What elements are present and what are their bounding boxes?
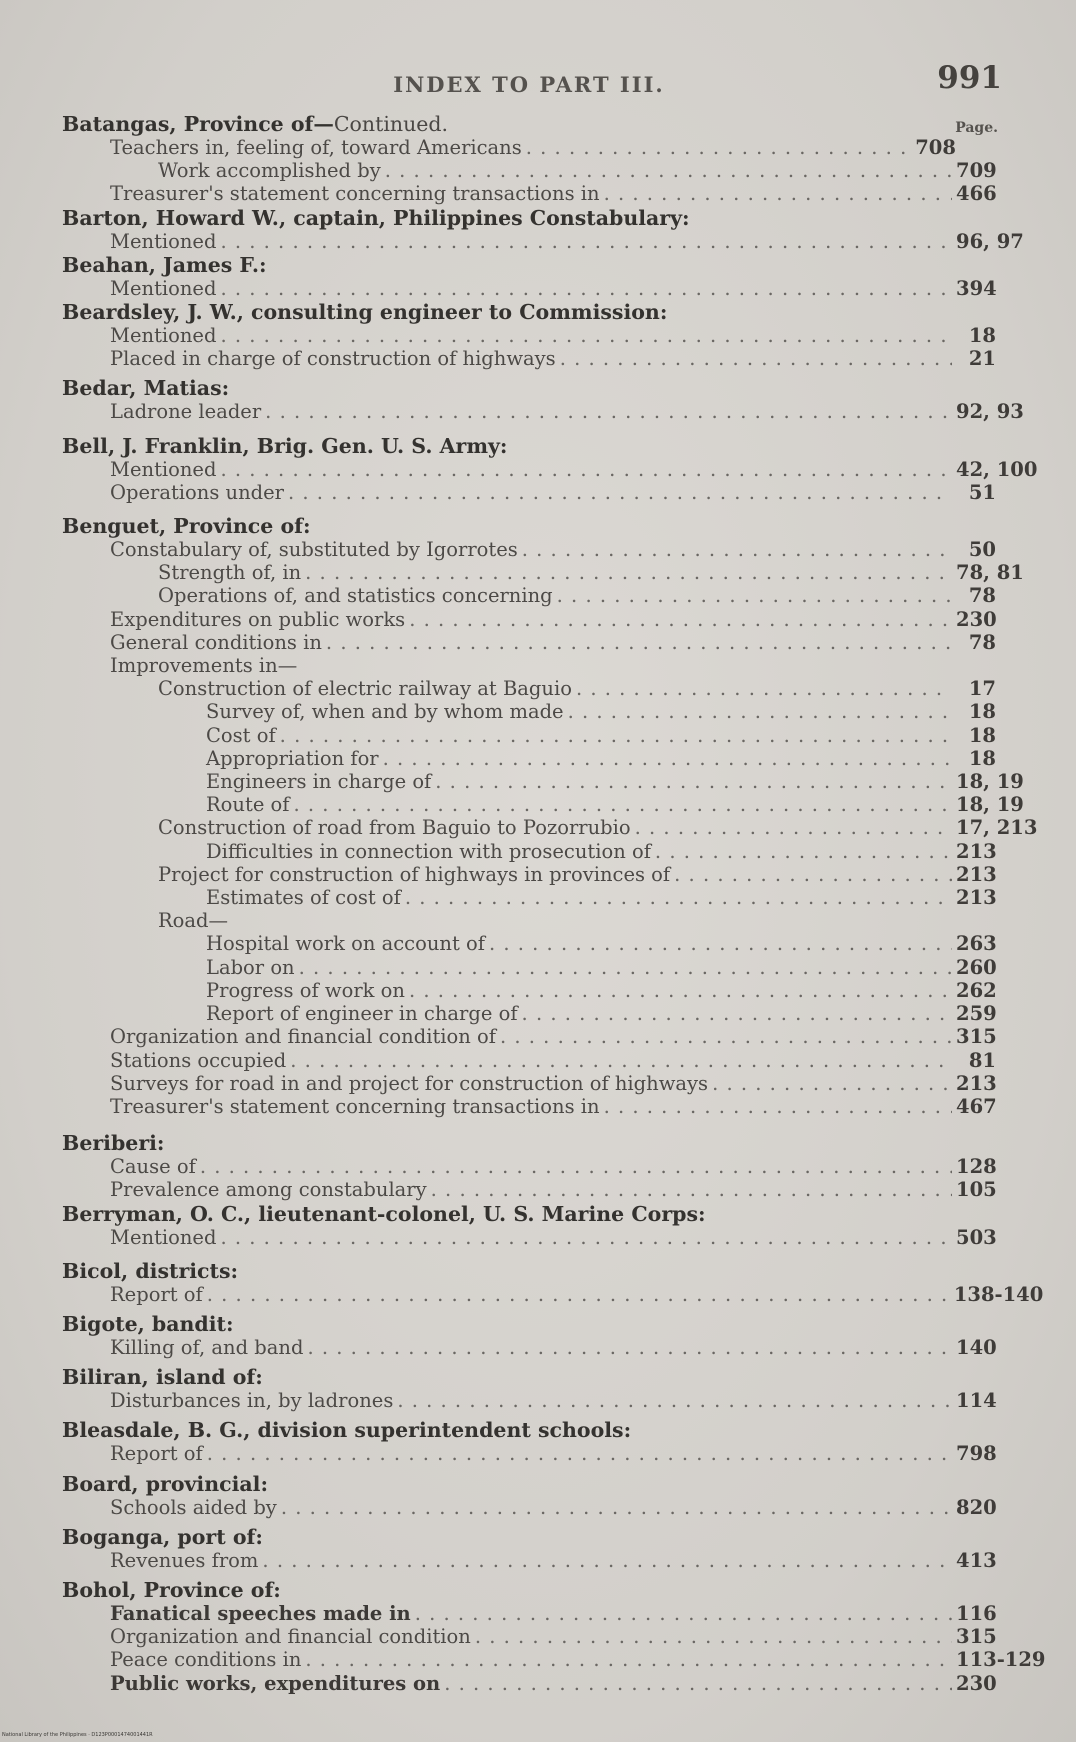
subentry-label: Treasurer's statement concerning transactions in [110, 182, 600, 206]
subentry-label: Construction of electric railway at Baguio [158, 677, 572, 701]
dot-leader [294, 793, 952, 816]
page-reference: 230 [956, 1671, 997, 1695]
entry-heading [62, 253, 996, 277]
page-reference: 128 [956, 1155, 997, 1179]
index-subentry [62, 1002, 996, 1025]
page-reference: 709 [956, 159, 997, 183]
dot-leader [220, 324, 952, 347]
dot-leader [288, 481, 952, 504]
index-subentry [62, 1282, 1044, 1306]
index-entry [62, 1258, 1044, 1306]
index-entry [62, 376, 1024, 424]
running-head: INDEX TO PART III. [393, 72, 665, 97]
dot-leader [280, 724, 952, 747]
dot-leader [415, 1602, 952, 1625]
subentry-label: Disturbances in, by ladrones [110, 1389, 394, 1413]
entry-heading-text: Barton, Howard W., captain, Philippines Constabulary: [62, 205, 690, 230]
index-subentry [62, 229, 1024, 253]
subentry-label: Estimates of cost of [206, 886, 401, 910]
subentry-label: Mentioned [110, 457, 217, 481]
subentry-label: Operations under [110, 480, 284, 504]
dot-leader [557, 584, 952, 607]
page-reference: 18 [968, 723, 996, 747]
index-entry [62, 1131, 996, 1201]
subentry-label: Organization and financial condition of [110, 1025, 496, 1049]
page-reference: 50 [968, 538, 996, 562]
subentry-label: Progress of work on [206, 978, 405, 1002]
page-reference: 81 [968, 1048, 996, 1072]
dot-leader [635, 816, 952, 839]
page-reference: 96, 97 [956, 229, 1024, 253]
index-entry [62, 514, 1038, 1118]
subentry-label: Operations of, and statistics concerning [158, 584, 553, 608]
dot-leader [604, 1095, 952, 1118]
index-subentry [62, 1625, 996, 1648]
index-subentry [62, 863, 996, 886]
subentry-label: Survey of, when and by whom made [206, 700, 564, 724]
index-subentry [62, 631, 996, 654]
index-subentry [62, 1049, 996, 1072]
dot-leader [522, 1002, 952, 1025]
page-reference: 213 [956, 1071, 997, 1095]
dot-leader [560, 347, 952, 370]
entry-heading-text: Beriberi: [62, 1131, 165, 1156]
dot-leader [220, 1226, 952, 1249]
entry-heading [62, 376, 996, 400]
entry-heading [62, 1525, 996, 1549]
index-subentry [62, 1672, 996, 1695]
page-reference: 798 [956, 1442, 997, 1466]
page-header [62, 60, 1002, 112]
dot-leader [220, 230, 952, 253]
subentry-label: Revenues from [110, 1548, 259, 1572]
index-entry [62, 433, 1038, 504]
page-reference: 105 [956, 1178, 997, 1202]
subentry-label: Work accomplished by [158, 159, 381, 183]
index-subentry [62, 816, 1038, 840]
dot-leader [604, 182, 952, 205]
entry-heading-text: Bell, J. Franklin, Brig. Gen. U. S. Army: [62, 433, 508, 458]
page-reference: 820 [956, 1495, 997, 1519]
subentry-label: Schools aided by [110, 1495, 277, 1519]
page-number: 991 [937, 60, 1002, 96]
subentry-label: Labor on [206, 955, 295, 979]
page-reference: 113-129 [956, 1648, 1046, 1672]
subentry-label: Placed in charge of construction of highways [110, 347, 556, 371]
index-subentry [62, 457, 1038, 481]
subentry-label: Report of [110, 1282, 203, 1306]
page-reference: 78, 81 [956, 561, 1024, 585]
index-subentry [62, 1072, 996, 1095]
page-reference: 262 [956, 978, 997, 1002]
index-subentry [62, 136, 955, 159]
dot-leader [475, 1625, 952, 1648]
dot-leader [435, 770, 952, 793]
page-reference: 17 [968, 677, 996, 701]
subentry-label: Fanatical speeches made in [110, 1601, 411, 1625]
dot-leader [207, 1442, 952, 1465]
page-reference: 114 [956, 1389, 997, 1413]
subentry-label: Report of [110, 1442, 203, 1466]
dot-leader [326, 631, 952, 654]
index-subentry [62, 324, 996, 347]
page-reference: 78 [968, 584, 996, 608]
index-subentry [62, 932, 996, 955]
index-subentry [62, 1025, 996, 1048]
dot-leader [444, 1672, 952, 1695]
index-subentry [62, 159, 996, 182]
dot-leader [200, 1155, 952, 1178]
subentry-label: Constabulary of, substituted by Igorrotes [110, 538, 518, 562]
index-subentry [62, 561, 1024, 585]
dot-leader [674, 863, 952, 886]
entry-heading [62, 206, 996, 230]
index-subentry [62, 1226, 996, 1249]
entry-heading [62, 1418, 996, 1442]
index-subentry [62, 608, 996, 631]
index-subentry [62, 1095, 996, 1118]
page-reference: 140 [956, 1335, 997, 1359]
page-reference: 18, 19 [956, 793, 1024, 817]
index-subentry [62, 584, 996, 607]
entry-heading-text: Beardsley, J. W., consulting engineer to Commission: [62, 300, 668, 325]
page-reference: 92, 93 [956, 400, 1024, 424]
dot-leader [290, 1049, 952, 1072]
subentry-label: Mentioned [110, 324, 217, 348]
dot-leader [576, 677, 952, 700]
dot-leader [305, 561, 952, 584]
dot-leader [307, 1336, 952, 1359]
entry-heading-text: Boganga, port of: [62, 1524, 263, 1549]
entry-heading [62, 1259, 996, 1283]
subentry-label: Treasurer's statement concerning transactions in [110, 1094, 600, 1118]
index-subentry [62, 1155, 996, 1178]
dot-leader [262, 1549, 952, 1572]
subentry-label: General conditions in [110, 630, 322, 654]
index-subentry [62, 277, 996, 300]
entry-heading-text: Beahan, James F.: [62, 252, 267, 277]
dot-leader [489, 932, 952, 955]
index-subentry [62, 481, 996, 504]
index-entry [62, 1472, 996, 1519]
entry-heading [62, 1202, 996, 1226]
page-reference: 51 [968, 480, 996, 504]
subentry-label: Teachers in, feeling of, toward Americans [110, 136, 522, 159]
index-subentry [62, 956, 996, 979]
dot-leader [383, 747, 952, 770]
index-entry [62, 112, 996, 206]
index-subentry [62, 747, 996, 770]
index-subentry [62, 538, 996, 561]
index-subentry [62, 886, 996, 909]
page-reference: 259 [956, 1002, 997, 1026]
page-reference: 708 [915, 136, 956, 159]
page-reference: 21 [968, 347, 996, 371]
index-subentry [62, 1336, 996, 1359]
dot-leader [568, 700, 952, 723]
page-reference: 18 [968, 700, 996, 724]
entry-heading-text: Bleasdale, B. G., division superintendent schools: [62, 1418, 632, 1443]
entry-heading-text: Board, provincial: [62, 1471, 269, 1496]
index-subentry [62, 1648, 1046, 1672]
index-subentry [62, 182, 996, 205]
page-reference: 394 [956, 276, 997, 300]
dot-leader [405, 886, 952, 909]
subentry-label: Organization and financial condition [110, 1625, 471, 1649]
subentry-label: Report of engineer in charge of [206, 1002, 518, 1026]
index-entry [62, 1525, 996, 1572]
page-reference: 78 [968, 630, 996, 654]
subentry-label: Strength of, in [158, 561, 302, 585]
page-reference: 315 [956, 1625, 997, 1649]
entry-heading-text: Benguet, Province of: [62, 514, 311, 539]
entry-heading [62, 1131, 996, 1155]
page-reference: 18 [968, 324, 996, 348]
page-reference: 138-140 [953, 1282, 1044, 1306]
index-subentry [62, 909, 996, 932]
subentry-label: Mentioned [110, 1225, 217, 1249]
scan-footer: National Library of the Philippines · D123P0001474001441R [2, 1732, 153, 1738]
subentry-label: Peace conditions in [110, 1648, 302, 1672]
index-entry [62, 1418, 996, 1465]
dot-leader [220, 458, 952, 481]
index-entry [62, 205, 1024, 253]
page-reference: 503 [956, 1225, 997, 1249]
dot-leader [526, 136, 911, 159]
dot-leader [207, 1283, 950, 1306]
page-reference: 213 [956, 886, 997, 910]
entry-heading-text: Berryman, O. C., lieutenant-colonel, U. S. Marine Corps: [62, 1201, 706, 1226]
subentry-label: Engineers in charge of [206, 770, 432, 794]
entry-heading-text: Bedar, Matias: [62, 376, 230, 401]
subentry-label: Cause of [110, 1155, 196, 1179]
dot-leader [397, 1389, 952, 1412]
index-subentry [62, 1389, 996, 1412]
entry-heading [62, 112, 996, 136]
page-column-label: Page. [955, 120, 998, 136]
entry-heading [62, 1578, 996, 1602]
page-reference: 413 [956, 1548, 997, 1572]
index-subentry [62, 793, 1024, 817]
dot-leader [265, 400, 952, 423]
index-entries [62, 112, 1046, 1695]
index-entry [62, 1365, 996, 1412]
index-entry [62, 1577, 1046, 1695]
entry-heading [62, 1365, 996, 1389]
index-subentry [62, 1602, 996, 1625]
index-entry [62, 253, 996, 300]
subentry-label: Hospital work on account of [206, 932, 485, 956]
page-reference: 17, 213 [956, 816, 1038, 840]
index-subentry [62, 1549, 996, 1572]
entry-heading-text: Bohol, Province of: [62, 1577, 281, 1602]
index-subentry [62, 400, 1024, 424]
index-entry [62, 300, 996, 370]
page-reference: 42, 100 [956, 457, 1038, 481]
entry-heading-text: Batangas, Province of— [62, 112, 334, 136]
subentry-label: Prevalence among constabulary [110, 1178, 427, 1202]
subentry-label: Improvements in— [110, 654, 298, 678]
dot-leader [385, 159, 952, 182]
page-reference: 213 [956, 839, 997, 863]
index-subentry [62, 654, 996, 677]
page-reference: 230 [956, 607, 997, 631]
index-subentry [62, 347, 996, 370]
index-subentry [62, 1496, 996, 1519]
dot-leader [220, 277, 952, 300]
page-reference: 213 [956, 862, 997, 886]
subentry-label: Expenditures on public works [110, 607, 406, 631]
index-subentry [62, 677, 996, 700]
page-reference: 18, 19 [956, 770, 1024, 794]
dot-leader [409, 979, 952, 1002]
page-reference: 116 [956, 1601, 997, 1625]
subentry-label: Project for construction of highways in provinces of [158, 862, 671, 886]
continued-label: Continued. [333, 112, 449, 136]
subentry-label: Stations occupied [110, 1048, 287, 1072]
dot-leader [409, 608, 952, 631]
dot-leader [712, 1072, 952, 1095]
dot-leader [305, 1648, 952, 1671]
entry-heading-text: Biliran, island of: [62, 1365, 263, 1390]
page-reference: 466 [956, 182, 997, 206]
subentry-label: Mentioned [110, 276, 217, 300]
dot-leader [500, 1025, 952, 1048]
subentry-label: Ladrone leader [110, 400, 262, 424]
subentry-label: Public works, expenditures on [110, 1671, 441, 1695]
subentry-label: Road— [158, 909, 229, 933]
page-reference: 260 [956, 955, 997, 979]
entry-heading [62, 514, 996, 538]
page-reference: 18 [968, 746, 996, 770]
subentry-label: Difficulties in connection with prosecution of [206, 839, 651, 863]
entry-heading-text: Bigote, bandit: [62, 1311, 234, 1336]
dot-leader [299, 956, 952, 979]
entry-heading [62, 1312, 996, 1336]
index-subentry [62, 1442, 996, 1465]
index-subentry [62, 1178, 996, 1201]
index-subentry [62, 979, 996, 1002]
entry-heading [62, 434, 996, 458]
subentry-label: Cost of [206, 723, 276, 747]
dot-leader [522, 538, 952, 561]
index-subentry [62, 770, 1024, 794]
entry-heading-text: Bicol, districts: [62, 1258, 239, 1283]
subentry-label: Surveys for road in and project for construction of highways [110, 1071, 709, 1095]
subentry-label: Route of [206, 793, 290, 817]
index-entry [62, 1202, 996, 1249]
index-subentry [62, 724, 996, 747]
dot-leader [655, 840, 952, 863]
index-entry [62, 1312, 996, 1359]
dot-leader [431, 1178, 952, 1201]
subentry-label: Appropriation for [206, 746, 379, 770]
index-subentry [62, 840, 996, 863]
subentry-label: Mentioned [110, 229, 217, 253]
entry-heading [62, 300, 996, 324]
dot-leader [281, 1496, 952, 1519]
page-reference: 467 [956, 1094, 997, 1118]
subentry-label: Killing of, and band [110, 1335, 304, 1359]
page-reference: 315 [956, 1025, 997, 1049]
subentry-label: Construction of road from Baguio to Pozorrubio [158, 816, 631, 840]
index-subentry [62, 700, 996, 723]
page-reference: 263 [956, 932, 997, 956]
entry-heading [62, 1472, 996, 1496]
